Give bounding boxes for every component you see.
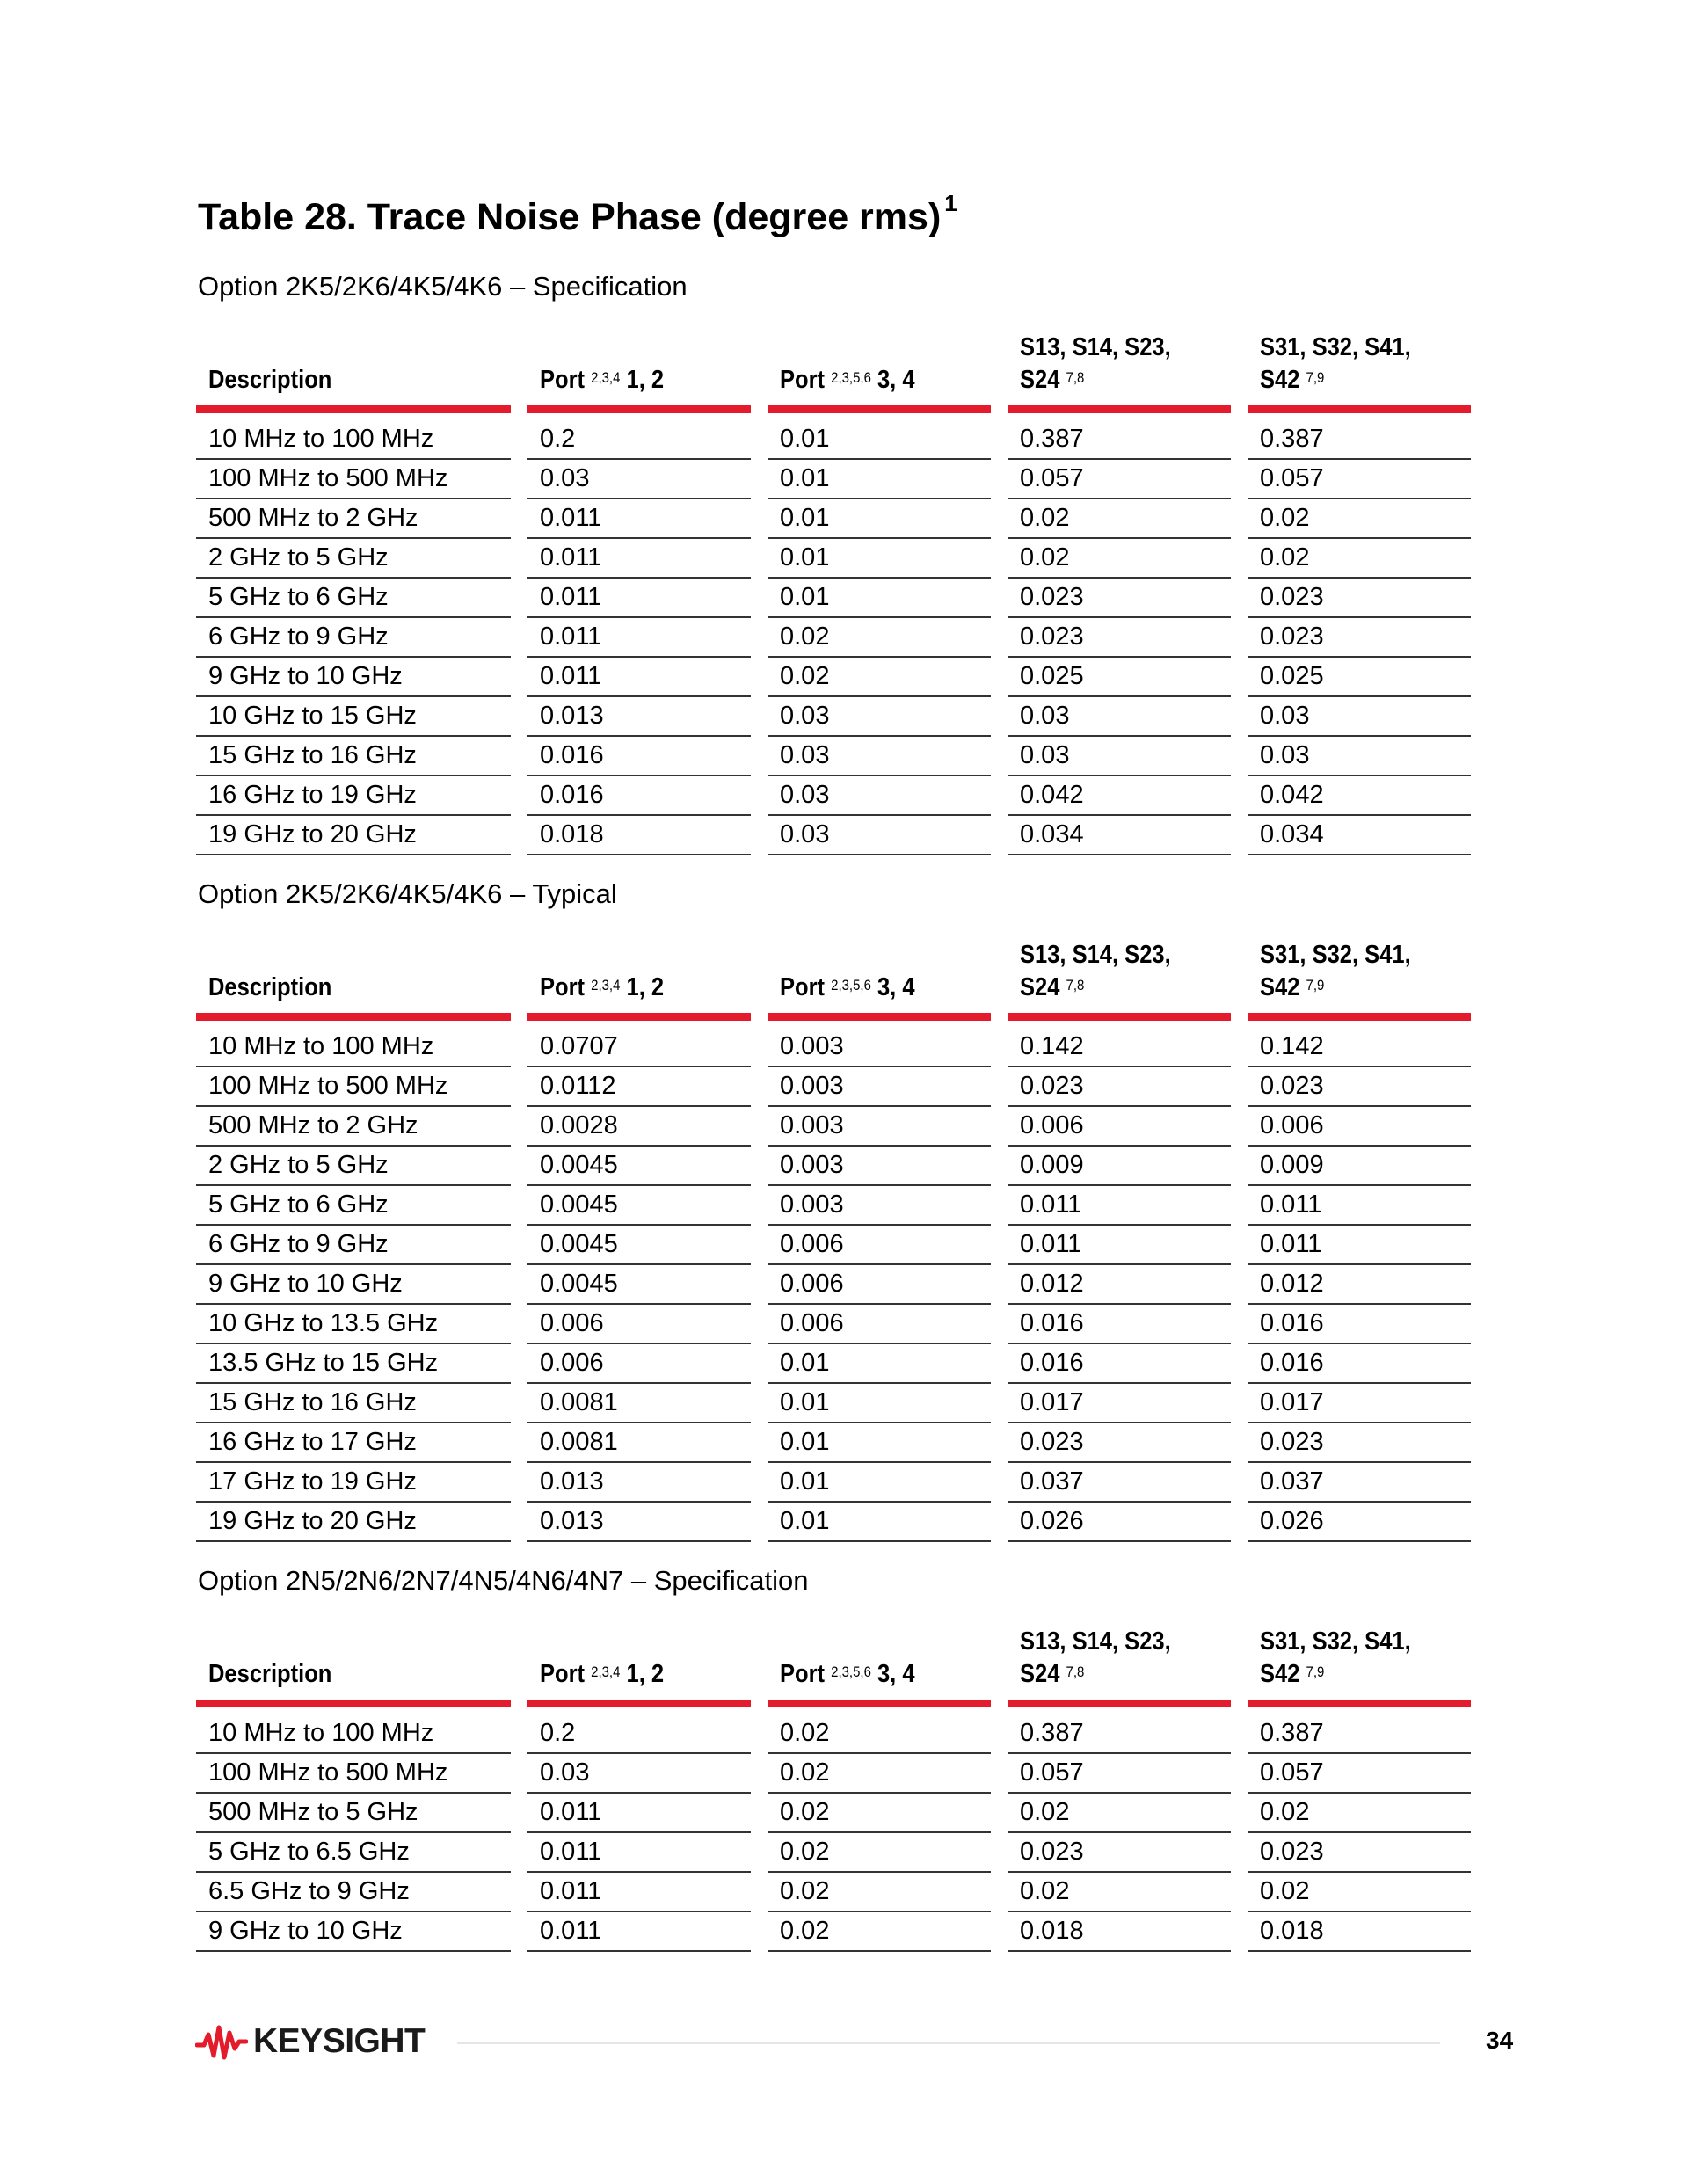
page-title (198, 190, 957, 241)
row-description: 10 GHz to 13.5 GHz (196, 1305, 511, 1344)
table-row (196, 539, 1471, 579)
column-header-footnote: 2,3,5,6 (831, 1663, 871, 1680)
table-row (196, 1265, 1471, 1305)
row-value: 0.023 (1248, 1423, 1471, 1463)
row-value: 0.01 (768, 1384, 991, 1423)
row-value: 0.011 (528, 1794, 751, 1833)
column-header (768, 331, 991, 413)
column-header-label: S31, S32, S41, (1260, 333, 1411, 361)
column-header-footnote: 7,9 (1306, 977, 1325, 994)
row-value: 0.009 (1008, 1147, 1231, 1186)
row-value: 0.006 (528, 1344, 751, 1384)
footer-divider (457, 2042, 1440, 2044)
column-header-footnote: 2,3,4 (591, 977, 621, 994)
column-header-label: Port (780, 1660, 826, 1688)
row-value: 0.0028 (528, 1107, 751, 1147)
row-value: 0.042 (1008, 776, 1231, 816)
row-description: 16 GHz to 19 GHz (196, 776, 511, 816)
table-row (196, 1873, 1471, 1912)
row-value: 0.03 (768, 737, 991, 776)
column-header-label: S31, S32, S41, (1260, 1627, 1411, 1656)
column-header-label: Port (540, 366, 586, 394)
row-value: 0.03 (1248, 697, 1471, 737)
row-value: 0.006 (1008, 1107, 1231, 1147)
row-value: 0.023 (1008, 579, 1231, 618)
table-row (196, 1714, 1471, 1754)
table-caption-3: Option 2N5/2N6/2N7/4N5/4N6/4N7 – Specification (198, 1565, 809, 1596)
row-value: 0.02 (768, 658, 991, 697)
row-value: 0.057 (1248, 1754, 1471, 1794)
row-description: 15 GHz to 16 GHz (196, 737, 511, 776)
row-description: 9 GHz to 10 GHz (196, 1912, 511, 1952)
row-value: 0.023 (1248, 579, 1471, 618)
row-value: 0.025 (1248, 658, 1471, 697)
row-value: 0.011 (1008, 1186, 1231, 1226)
brand-name: KEYSIGHT (253, 2022, 426, 2060)
row-value: 0.387 (1008, 420, 1231, 460)
table-caption-2: Option 2K5/2K6/4K5/4K6 – Typical (198, 878, 617, 909)
row-description: 6.5 GHz to 9 GHz (196, 1873, 511, 1912)
row-value: 0.142 (1248, 1028, 1471, 1067)
column-header-label: Port (780, 973, 826, 1001)
table-row (196, 1912, 1471, 1952)
row-value: 0.011 (528, 1833, 751, 1873)
row-description: 19 GHz to 20 GHz (196, 1503, 511, 1542)
row-value: 0.012 (1008, 1265, 1231, 1305)
row-description: 10 MHz to 100 MHz (196, 1028, 511, 1067)
row-value: 0.013 (528, 1503, 751, 1542)
title-footnote: 1 (944, 190, 957, 216)
row-value: 0.387 (1248, 1714, 1471, 1754)
row-value: 0.0045 (528, 1186, 751, 1226)
row-value: 0.0045 (528, 1226, 751, 1265)
column-header-footnote: 7,8 (1066, 977, 1085, 994)
row-value: 0.01 (768, 539, 991, 579)
row-value: 0.026 (1008, 1503, 1231, 1542)
row-value: 0.017 (1248, 1384, 1471, 1423)
row-value: 0.01 (768, 1423, 991, 1463)
table-row (196, 460, 1471, 499)
row-value: 0.016 (1008, 1344, 1231, 1384)
row-value: 0.2 (528, 420, 751, 460)
table-row (196, 579, 1471, 618)
row-value: 0.011 (528, 1873, 751, 1912)
column-header-footnote: 2,3,4 (591, 369, 621, 386)
row-value: 0.03 (768, 776, 991, 816)
column-header-suffix: 1, 2 (626, 1660, 665, 1688)
column-header-footnote: 2,3,5,6 (831, 977, 871, 994)
row-value: 0.01 (768, 499, 991, 539)
row-value: 0.018 (1248, 1912, 1471, 1952)
row-description: 10 MHz to 100 MHz (196, 420, 511, 460)
row-value: 0.025 (1008, 658, 1231, 697)
row-value: 0.03 (528, 460, 751, 499)
column-header-footnote: 2,3,4 (591, 1663, 621, 1680)
table-row (196, 1423, 1471, 1463)
row-value: 0.2 (528, 1714, 751, 1754)
row-value: 0.02 (768, 1714, 991, 1754)
column-header-label-line2: S42 (1260, 366, 1300, 394)
table-row (196, 1794, 1471, 1833)
row-value: 0.02 (768, 1754, 991, 1794)
row-value: 0.003 (768, 1147, 991, 1186)
row-value: 0.387 (1248, 420, 1471, 460)
table-row (196, 1028, 1471, 1067)
row-value: 0.013 (528, 697, 751, 737)
table-row (196, 1226, 1471, 1265)
column-header-footnote: 7,9 (1306, 369, 1325, 386)
row-value: 0.02 (1248, 1873, 1471, 1912)
table-row (196, 776, 1471, 816)
row-description: 6 GHz to 9 GHz (196, 618, 511, 658)
row-value: 0.006 (768, 1265, 991, 1305)
row-value: 0.016 (1008, 1305, 1231, 1344)
row-value: 0.016 (1248, 1344, 1471, 1384)
row-value: 0.02 (1008, 499, 1231, 539)
table-row (196, 1833, 1471, 1873)
row-value: 0.023 (1008, 1423, 1231, 1463)
column-header-suffix: 1, 2 (626, 973, 665, 1001)
row-value: 0.02 (768, 1873, 991, 1912)
row-value: 0.023 (1008, 1067, 1231, 1107)
row-value: 0.01 (768, 420, 991, 460)
row-value: 0.016 (1248, 1305, 1471, 1344)
row-value: 0.012 (1248, 1265, 1471, 1305)
column-header-label-line2: S24 (1020, 1660, 1060, 1688)
row-value: 0.013 (528, 1463, 751, 1503)
row-value: 0.03 (768, 697, 991, 737)
row-value: 0.057 (1008, 460, 1231, 499)
row-value: 0.03 (1008, 737, 1231, 776)
keysight-logo (195, 2020, 425, 2063)
column-header-label: S13, S14, S23, (1020, 1627, 1171, 1656)
row-description: 17 GHz to 19 GHz (196, 1463, 511, 1503)
row-value: 0.02 (768, 618, 991, 658)
row-value: 0.023 (1248, 1833, 1471, 1873)
row-value: 0.018 (1008, 1912, 1231, 1952)
row-description: 5 GHz to 6 GHz (196, 1186, 511, 1226)
column-header-suffix: 1, 2 (626, 366, 665, 394)
column-header (1008, 939, 1231, 1021)
table-row (196, 1463, 1471, 1503)
column-header-label-line2: S42 (1260, 1660, 1300, 1688)
row-value: 0.03 (1008, 697, 1231, 737)
column-header-footnote: 7,8 (1066, 1663, 1085, 1680)
column-header-label: Port (540, 973, 586, 1001)
keysight-wave-icon (195, 2022, 248, 2061)
row-value: 0.011 (528, 1912, 751, 1952)
table-row (196, 737, 1471, 776)
column-header (196, 939, 511, 1021)
row-description: 2 GHz to 5 GHz (196, 1147, 511, 1186)
row-description: 2 GHz to 5 GHz (196, 539, 511, 579)
row-value: 0.011 (1248, 1226, 1471, 1265)
row-value: 0.037 (1248, 1463, 1471, 1503)
row-description: 16 GHz to 17 GHz (196, 1423, 511, 1463)
column-header-footnote: 7,8 (1066, 369, 1085, 386)
row-value: 0.026 (1248, 1503, 1471, 1542)
row-value: 0.016 (528, 776, 751, 816)
table-row (196, 697, 1471, 737)
row-value: 0.02 (1248, 499, 1471, 539)
row-value: 0.003 (768, 1186, 991, 1226)
row-value: 0.006 (1248, 1107, 1471, 1147)
row-value: 0.023 (1248, 1067, 1471, 1107)
row-description: 500 MHz to 2 GHz (196, 499, 511, 539)
row-value: 0.02 (1008, 1873, 1231, 1912)
table-row (196, 1344, 1471, 1384)
row-value: 0.057 (1008, 1754, 1231, 1794)
row-value: 0.387 (1008, 1714, 1231, 1754)
row-value: 0.042 (1248, 776, 1471, 816)
row-value: 0.03 (528, 1754, 751, 1794)
column-header (196, 331, 511, 413)
row-value: 0.037 (1008, 1463, 1231, 1503)
header-row (196, 1626, 1471, 1707)
row-value: 0.034 (1008, 816, 1231, 855)
row-value: 0.0081 (528, 1423, 751, 1463)
row-value: 0.034 (1248, 816, 1471, 855)
column-header-label: Description (208, 1660, 332, 1688)
row-description: 5 GHz to 6 GHz (196, 579, 511, 618)
column-header-label: S31, S32, S41, (1260, 941, 1411, 969)
column-header-suffix: 3, 4 (877, 1660, 915, 1688)
header-row (196, 939, 1471, 1021)
table-row (196, 420, 1471, 460)
row-value: 0.003 (768, 1107, 991, 1147)
table-row (196, 1384, 1471, 1423)
column-header-label: Port (780, 366, 826, 394)
row-value: 0.142 (1008, 1028, 1231, 1067)
table-row (196, 1186, 1471, 1226)
row-value: 0.0081 (528, 1384, 751, 1423)
row-value: 0.0112 (528, 1067, 751, 1107)
typical-table-2 (179, 939, 1488, 1542)
row-value: 0.006 (768, 1305, 991, 1344)
column-header-label-line2: S24 (1020, 366, 1060, 394)
row-value: 0.016 (528, 737, 751, 776)
table-row (196, 1107, 1471, 1147)
row-value: 0.011 (1008, 1226, 1231, 1265)
row-description: 100 MHz to 500 MHz (196, 1754, 511, 1794)
column-header-suffix: 3, 4 (877, 366, 915, 394)
table-row (196, 816, 1471, 855)
table-row (196, 1503, 1471, 1542)
row-value: 0.02 (1248, 539, 1471, 579)
table-row (196, 1754, 1471, 1794)
column-header-label-line2: S24 (1020, 973, 1060, 1001)
row-value: 0.009 (1248, 1147, 1471, 1186)
table-row (196, 618, 1471, 658)
row-value: 0.006 (528, 1305, 751, 1344)
row-value: 0.003 (768, 1067, 991, 1107)
row-value: 0.006 (768, 1226, 991, 1265)
row-value: 0.018 (528, 816, 751, 855)
column-header (1008, 331, 1231, 413)
column-header (528, 939, 751, 1021)
row-value: 0.011 (528, 618, 751, 658)
row-value: 0.0045 (528, 1265, 751, 1305)
row-description: 5 GHz to 6.5 GHz (196, 1833, 511, 1873)
table-row (196, 1067, 1471, 1107)
row-value: 0.011 (528, 499, 751, 539)
row-description: 9 GHz to 10 GHz (196, 1265, 511, 1305)
column-header-footnote: 2,3,5,6 (831, 369, 871, 386)
row-description: 10 MHz to 100 MHz (196, 1714, 511, 1754)
column-header-footnote: 7,9 (1306, 1663, 1325, 1680)
row-value: 0.003 (768, 1028, 991, 1067)
column-header (1008, 1626, 1231, 1707)
column-header (528, 1626, 751, 1707)
row-description: 19 GHz to 20 GHz (196, 816, 511, 855)
column-header-label: Description (208, 973, 332, 1001)
page-number: 34 (1486, 2027, 1514, 2054)
row-value: 0.011 (1248, 1186, 1471, 1226)
title-text: Table 28. Trace Noise Phase (degree rms) (198, 196, 942, 238)
row-value: 0.02 (768, 1833, 991, 1873)
row-description: 100 MHz to 500 MHz (196, 460, 511, 499)
row-value: 0.057 (1248, 460, 1471, 499)
column-header-label-line2: S42 (1260, 973, 1300, 1001)
column-header (1248, 939, 1471, 1021)
column-header (196, 1626, 511, 1707)
table-caption-1: Option 2K5/2K6/4K5/4K6 – Specification (198, 271, 688, 302)
column-header (1248, 1626, 1471, 1707)
row-description: 100 MHz to 500 MHz (196, 1067, 511, 1107)
row-value: 0.0045 (528, 1147, 751, 1186)
row-value: 0.023 (1008, 1833, 1231, 1873)
row-value: 0.01 (768, 1503, 991, 1542)
column-header (768, 1626, 991, 1707)
row-value: 0.01 (768, 579, 991, 618)
row-description: 500 MHz to 5 GHz (196, 1794, 511, 1833)
table-row (196, 658, 1471, 697)
row-description: 500 MHz to 2 GHz (196, 1107, 511, 1147)
column-header (528, 331, 751, 413)
column-header-label: S13, S14, S23, (1020, 941, 1171, 969)
row-description: 15 GHz to 16 GHz (196, 1384, 511, 1423)
table-row (196, 1305, 1471, 1344)
row-value: 0.011 (528, 658, 751, 697)
spec-table-1 (179, 331, 1488, 855)
column-header-suffix: 3, 4 (877, 973, 915, 1001)
row-description: 9 GHz to 10 GHz (196, 658, 511, 697)
header-row (196, 331, 1471, 413)
row-value: 0.02 (1008, 539, 1231, 579)
row-value: 0.02 (768, 1912, 991, 1952)
column-header-label: Description (208, 366, 332, 394)
table-row (196, 1147, 1471, 1186)
row-value: 0.02 (1248, 1794, 1471, 1833)
column-header-label: Port (540, 1660, 586, 1688)
row-value: 0.01 (768, 1344, 991, 1384)
spec-table-3 (179, 1626, 1488, 1952)
row-value: 0.0707 (528, 1028, 751, 1067)
column-header-label: S13, S14, S23, (1020, 333, 1171, 361)
row-description: 10 GHz to 15 GHz (196, 697, 511, 737)
column-header (768, 939, 991, 1021)
row-value: 0.01 (768, 1463, 991, 1503)
row-description: 6 GHz to 9 GHz (196, 1226, 511, 1265)
row-value: 0.01 (768, 460, 991, 499)
column-header (1248, 331, 1471, 413)
row-value: 0.023 (1248, 618, 1471, 658)
row-value: 0.03 (1248, 737, 1471, 776)
row-value: 0.011 (528, 579, 751, 618)
table-row (196, 499, 1471, 539)
row-value: 0.023 (1008, 618, 1231, 658)
row-description: 13.5 GHz to 15 GHz (196, 1344, 511, 1384)
row-value: 0.02 (768, 1794, 991, 1833)
row-value: 0.011 (528, 539, 751, 579)
row-value: 0.017 (1008, 1384, 1231, 1423)
row-value: 0.02 (1008, 1794, 1231, 1833)
row-value: 0.03 (768, 816, 991, 855)
